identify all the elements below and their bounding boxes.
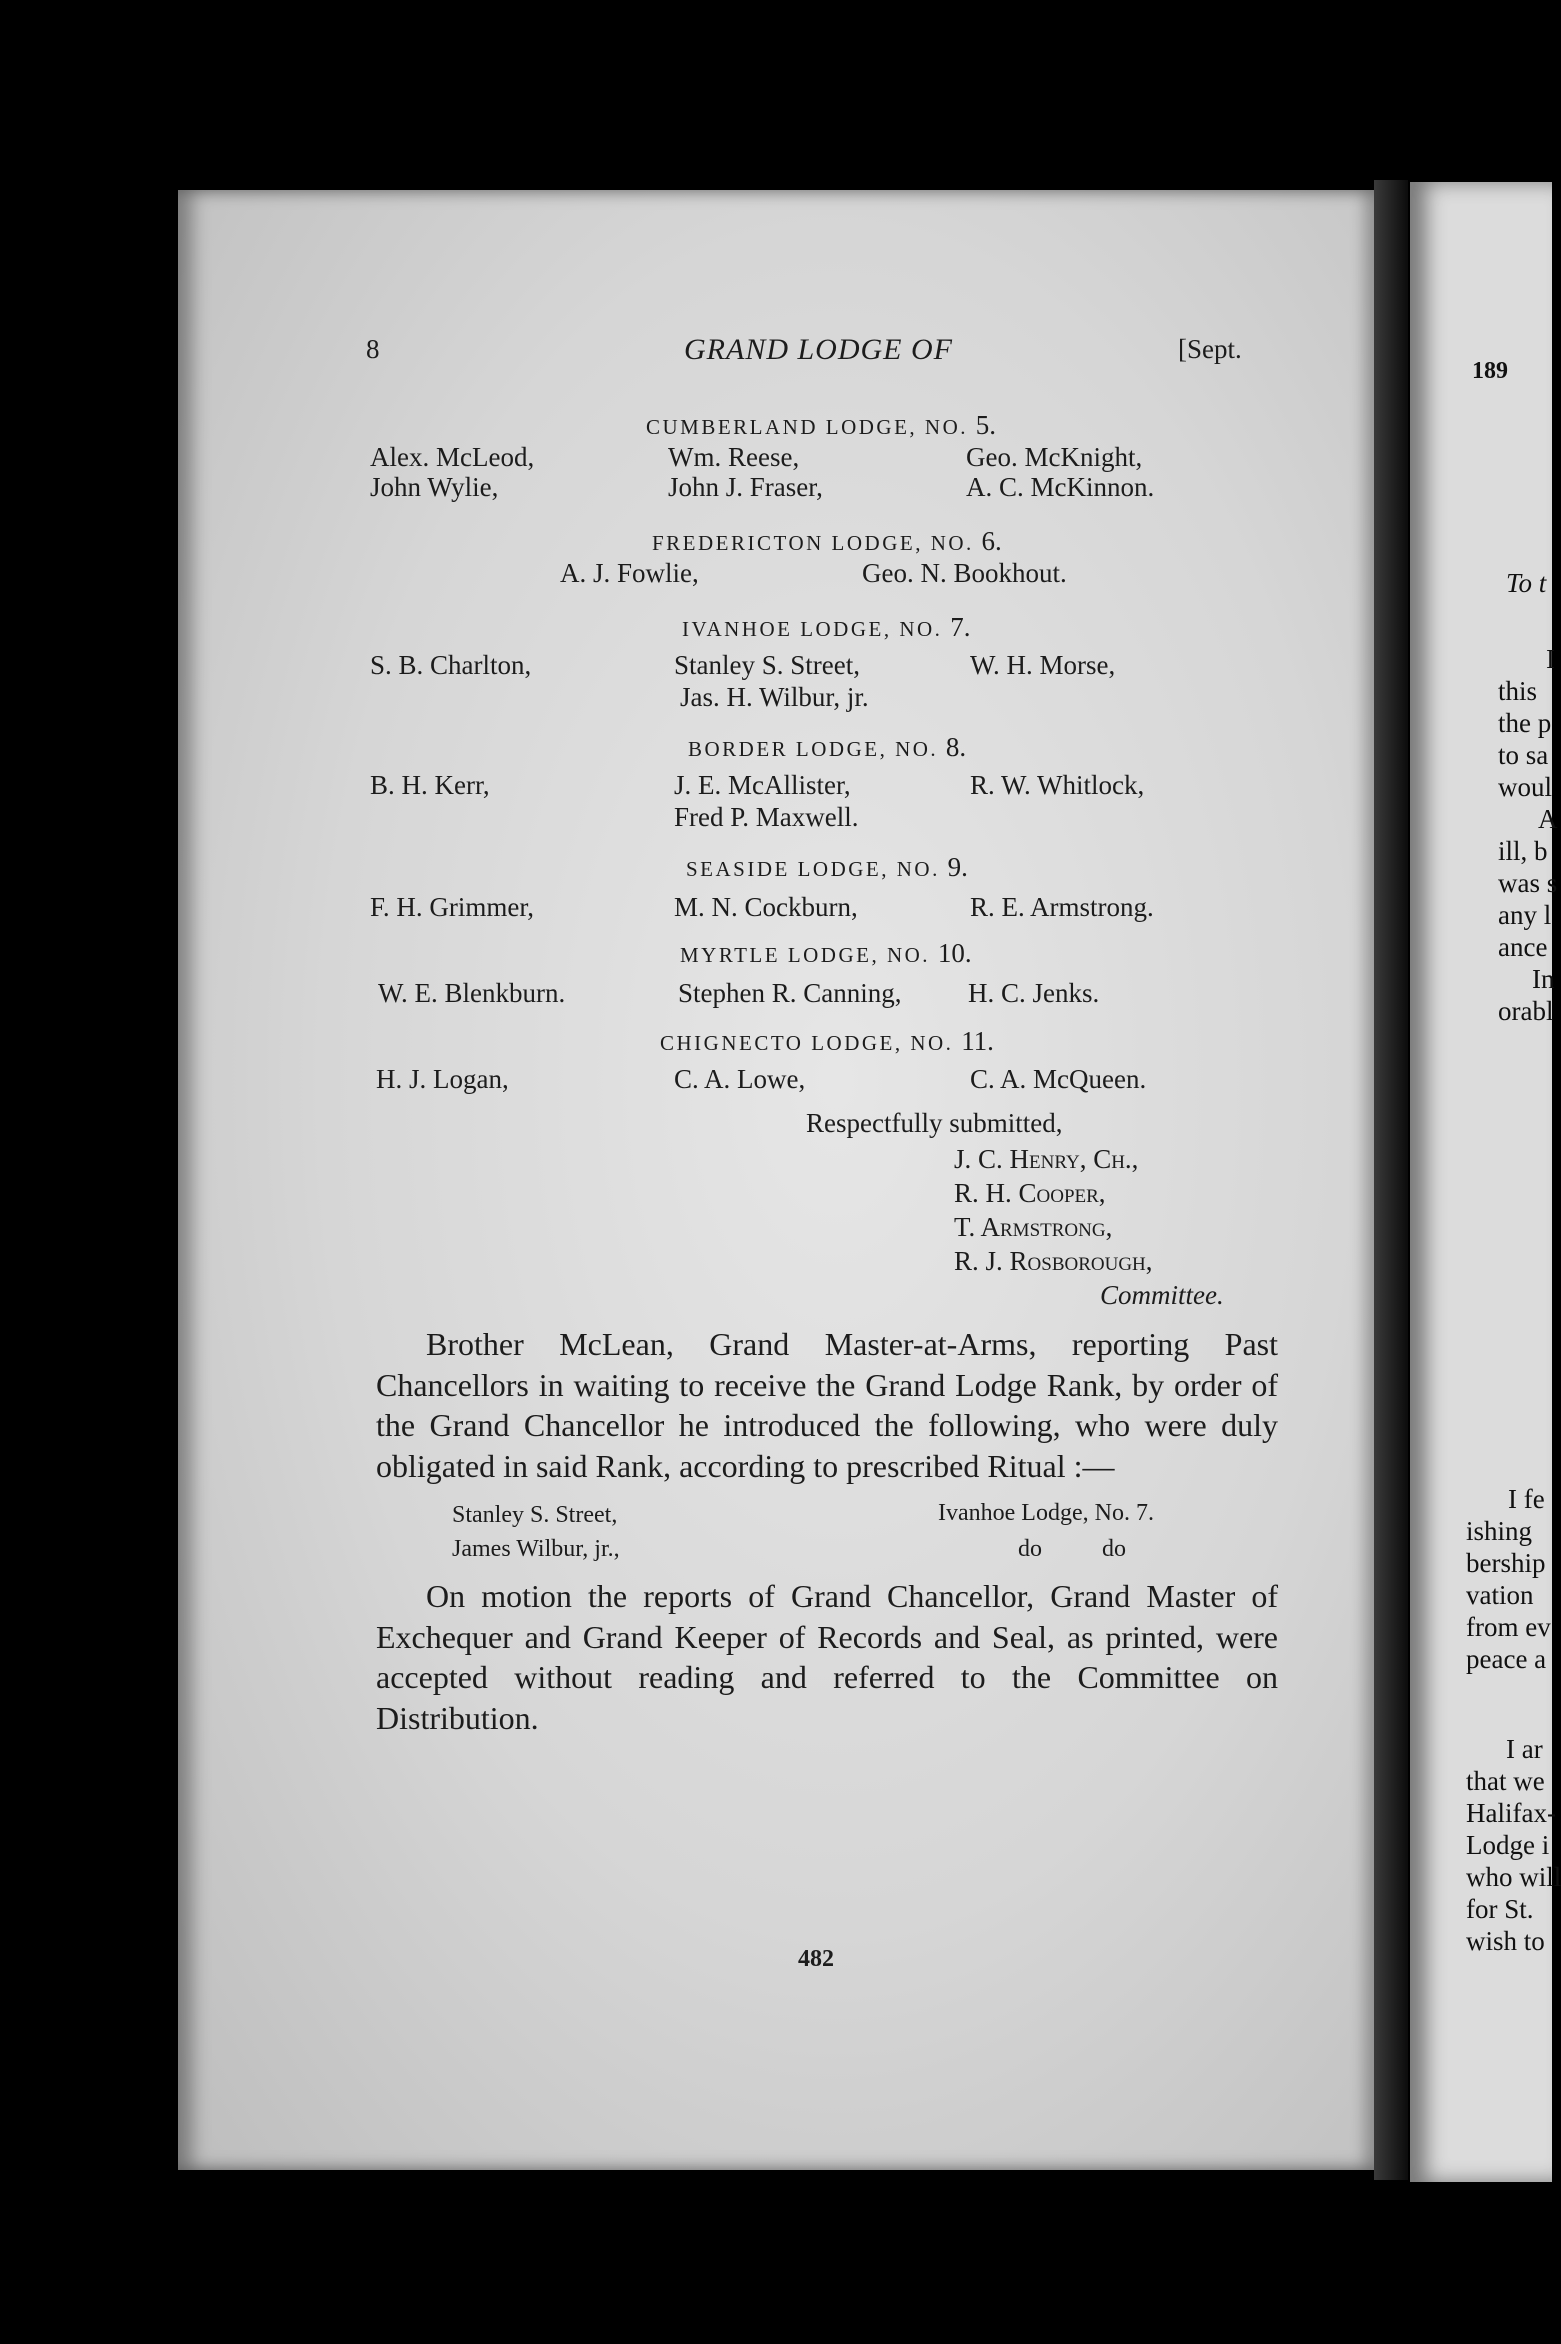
right-page-salutation: To t bbox=[1506, 568, 1547, 598]
committee-member: R. J. Rosborough, bbox=[954, 1246, 1153, 1276]
obligated-lodge: do do bbox=[1018, 1536, 1126, 1562]
committee-label: Committee. bbox=[1100, 1280, 1224, 1310]
right-text-line: that we bbox=[1466, 1766, 1545, 1796]
right-text-line: bership bbox=[1466, 1548, 1546, 1578]
date-abbrev: [Sept. bbox=[1178, 334, 1242, 364]
member-name: H. C. Jenks. bbox=[968, 978, 1100, 1008]
right-text-line: Halifax- bbox=[1466, 1798, 1556, 1828]
member-name: Geo. McKnight, bbox=[966, 442, 1143, 472]
right-text-line: ishing bbox=[1466, 1516, 1533, 1546]
running-title: GRAND LODGE OF bbox=[684, 333, 953, 366]
footer-page-number: 482 bbox=[798, 1946, 834, 1972]
member-name: Geo. N. Bookhout. bbox=[862, 558, 1067, 588]
right-text-line: peace a bbox=[1466, 1644, 1547, 1674]
member-name: R. E. Armstrong. bbox=[970, 892, 1154, 922]
right-text-line: Lodge i bbox=[1466, 1830, 1550, 1860]
lodge-heading: BORDER LODGE, NO. 8. bbox=[688, 732, 967, 762]
right-text-line: orabl bbox=[1498, 996, 1554, 1026]
member-name: Wm. Reese, bbox=[668, 442, 800, 472]
member-name: A. J. Fowlie, bbox=[560, 558, 699, 588]
right-page-year: 189 bbox=[1472, 358, 1508, 384]
member-name: W. E. Blenkburn. bbox=[378, 978, 566, 1008]
committee-member: J. C. Henry, Ch., bbox=[954, 1144, 1139, 1174]
paragraph-motion: On motion the reports of Grand Chancellor, Grand Master of Exchequer and Grand Keeper of Records and Seal, as printed, were accepted without reading and referred to the Committee on Distribution. bbox=[376, 1578, 1278, 1736]
member-name: A. C. McKinnon. bbox=[966, 472, 1155, 502]
paragraph-past-chancellors: Brother McLean, Grand Master-at-Arms, reporting Past Chancellors in waiting to receive the Grand Lodge Rank, by order of the Grand Chancellor he introduced the following, who were duly obligated in said Rank, according to prescribed Ritual :— bbox=[376, 1326, 1278, 1484]
member-name: John J. Fraser, bbox=[668, 472, 823, 502]
right-text-line: was s bbox=[1498, 868, 1558, 898]
obligated-name: James Wilbur, jr., bbox=[452, 1536, 620, 1562]
member-name: C. A. Lowe, bbox=[674, 1064, 806, 1094]
book-spine bbox=[1374, 180, 1408, 2180]
right-text-line: wish to bbox=[1466, 1926, 1545, 1956]
member-name: Fred P. Maxwell. bbox=[674, 802, 859, 832]
right-text-line: any l bbox=[1498, 900, 1552, 930]
right-page bbox=[1410, 182, 1561, 2182]
member-name: H. J. Logan, bbox=[376, 1064, 509, 1094]
member-name: M. N. Cockburn, bbox=[674, 892, 858, 922]
right-text-line: ill, b bbox=[1498, 836, 1548, 866]
right-text-line: vation bbox=[1466, 1580, 1534, 1610]
right-text-line: A bbox=[1538, 804, 1558, 834]
lodge-heading: SEASIDE LODGE, NO. 9. bbox=[686, 852, 968, 882]
member-name: Jas. H. Wilbur, jr. bbox=[680, 682, 869, 712]
obligated-lodge: Ivanhoe Lodge, No. 7. bbox=[938, 1500, 1154, 1526]
member-name: C. A. McQueen. bbox=[970, 1064, 1147, 1094]
member-name: W. H. Morse, bbox=[970, 650, 1116, 680]
right-text-line: ance bbox=[1498, 932, 1548, 962]
committee-member: R. H. Cooper, bbox=[954, 1178, 1106, 1208]
page-number: 8 bbox=[366, 334, 380, 364]
member-name: F. H. Grimmer, bbox=[370, 892, 534, 922]
member-name: Alex. McLeod, bbox=[370, 442, 535, 472]
member-name: R. W. Whitlock, bbox=[970, 770, 1145, 800]
right-text-line: I bbox=[1546, 644, 1555, 674]
lodge-heading: IVANHOE LODGE, NO. 7. bbox=[682, 612, 971, 642]
member-name: J. E. McAllister, bbox=[674, 770, 851, 800]
right-text-line: I fe bbox=[1508, 1484, 1545, 1514]
right-text-line: from ev bbox=[1466, 1612, 1551, 1642]
right-text-line: I ar bbox=[1506, 1734, 1543, 1764]
right-text-line: woul bbox=[1498, 772, 1552, 802]
obligated-name: Stanley S. Street, bbox=[452, 1502, 618, 1528]
member-name: S. B. Charlton, bbox=[370, 650, 532, 680]
committee-member: T. Armstrong, bbox=[954, 1212, 1113, 1242]
right-text-line: the p bbox=[1498, 708, 1552, 738]
member-name: Stephen R. Canning, bbox=[678, 978, 902, 1008]
lodge-heading: FREDERICTON LODGE, NO. 6. bbox=[652, 526, 1002, 556]
right-text-line: for St. bbox=[1466, 1894, 1534, 1924]
right-text-line: who will bbox=[1466, 1862, 1561, 1892]
right-text-line: to sa bbox=[1498, 740, 1549, 770]
right-text-line: this bbox=[1498, 676, 1538, 706]
right-text-line: In bbox=[1532, 964, 1555, 994]
lodge-heading: MYRTLE LODGE, NO. 10. bbox=[680, 938, 972, 968]
lodge-heading: CUMBERLAND LODGE, NO. 5. bbox=[646, 410, 996, 440]
member-name: B. H. Kerr, bbox=[370, 770, 490, 800]
lodge-heading: CHIGNECTO LODGE, NO. 11. bbox=[660, 1026, 994, 1056]
closing-line: Respectfully submitted, bbox=[806, 1108, 1063, 1138]
member-name: Stanley S. Street, bbox=[674, 650, 860, 680]
member-name: John Wylie, bbox=[370, 472, 499, 502]
